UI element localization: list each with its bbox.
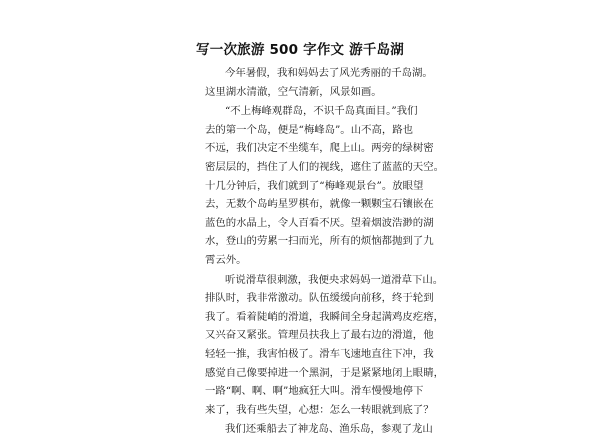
text-line: “不上梅峰观群岛，不识千岛真面目。”我们	[225, 105, 418, 118]
text-line: 去的第一个岛，便是“梅峰岛”。山不高，路也	[205, 123, 414, 136]
text-line: 去，无数个岛屿星罗棋布，就像一颗颗宝石镶嵌在	[205, 198, 434, 211]
text-line: 听说滑草很刺激，我便央求妈妈一道滑草下山。	[225, 273, 444, 286]
text-line: 霄云外。	[205, 253, 247, 266]
text-line: 感觉自己像要掉进一个黑洞，于是紧紧地闭上眼睛，	[205, 366, 444, 379]
text-line: 密层层的，挡住了人们的视线，遮住了蓝蓝的天空。	[205, 160, 444, 173]
text-line: 排队时，我非常激动。队伍缓缓向前移，终于轮到	[205, 292, 434, 305]
text-line: 这里湖水清澈，空气清新，风景如画。	[205, 85, 382, 98]
text-line: 轻轻一推，我害怕极了。滑车飞速地直往下冲，我	[205, 347, 434, 360]
text-line: 来了，我有些失望，心想：怎么一转眼就到底了？	[205, 403, 434, 416]
text-line: 我了。看着陡峭的滑道，我瞬间全身起满鸡皮疙瘩，	[205, 310, 444, 323]
text-line: 十几分钟后，我们就到了“梅峰观景台”。放眼望	[205, 179, 424, 192]
document-title: 写一次旅游 500 字作文 游千岛湖	[196, 42, 404, 58]
document-body	[205, 64, 444, 439]
text-line: 今年暑假，我和妈妈去了风光秀丽的千岛湖。	[225, 67, 433, 79]
text-line: 我们还乘船去了神龙岛、渔乐岛，参观了龙山	[225, 423, 433, 436]
text-line: 蓝色的水晶上，令人百看不厌。望着烟波浩渺的湖	[205, 216, 434, 229]
text-line: 不远，我们决定不坐缆车，爬上山。两旁的绿树密	[205, 142, 434, 155]
text-line: 又兴奋又紧张。管理员扶我上了最右边的滑道，他	[205, 329, 434, 342]
text-line: 水，登山的劳累一扫而光，所有的烦恼都抛到了九	[205, 235, 434, 248]
text-line: 一路“啊、啊、啊”地疯狂大叫。滑车慢慢地停下	[205, 385, 424, 398]
